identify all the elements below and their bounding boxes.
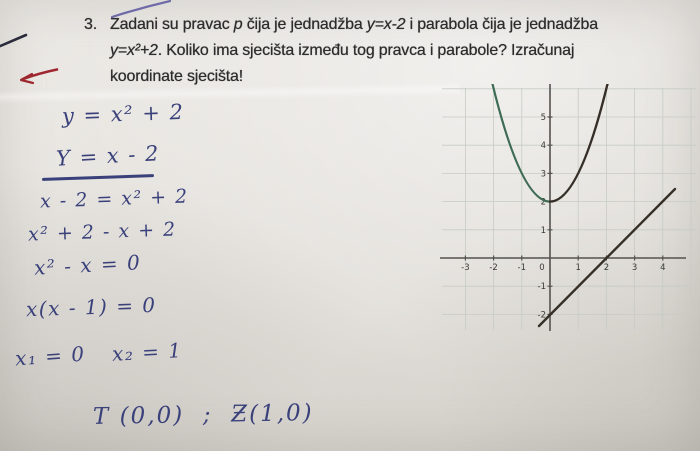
work-line-equate: x - 2 = x² + 2: [39, 185, 190, 213]
x-tick-label: -1: [517, 263, 527, 273]
work-line-quadratic: x² - x = 0: [33, 250, 142, 280]
problem-text-line: [110, 12, 598, 38]
work-line-root2: x₂ = 1: [111, 338, 184, 366]
x-tick-label: 2: [603, 263, 610, 273]
y-tick-label: 1: [540, 225, 546, 236]
y-tick-label: 4: [540, 141, 546, 152]
fraction-bar: [42, 174, 154, 180]
x-tick-label: 0: [539, 263, 545, 273]
graph-plot: [434, 84, 700, 336]
work-line-factored: x(x - 1) = 0: [25, 292, 157, 322]
grid-horizontal-lines: [442, 89, 696, 315]
problem-number: 3.: [84, 16, 97, 33]
work-line-root1: x₁ = 0: [14, 341, 87, 371]
problem-text-segment: y=x-2: [366, 16, 406, 33]
y-tick-label: 5: [540, 113, 546, 123]
problem-text-segment: y=x²+2: [110, 42, 158, 59]
y-tick-label: -1: [537, 282, 546, 293]
x-tick-label: 1: [575, 263, 581, 273]
y-tick-label: 3: [540, 169, 546, 180]
x-tick-label: -3: [461, 263, 470, 273]
x-tick-label: 4: [660, 263, 666, 273]
work-line-parabola-eq: y = x² + 2: [61, 99, 185, 129]
problem-statement: [84, 12, 676, 90]
problem-text-line: [110, 38, 598, 64]
problem-text: [110, 12, 598, 90]
problem-text-segment: koordinate sjecišta!: [110, 68, 243, 85]
answer-line: T (0,0) ; Ƶ(1,0): [92, 400, 314, 430]
problem-text-segment: . Koliko ima sjecišta između tog pravca i parabole? Izračunaj: [157, 42, 575, 59]
problem-text-segment: i parabola čija je jednadžba: [405, 16, 598, 33]
work-line-rearrange: x² + 2 - x + 2: [27, 218, 178, 246]
y-tick-label: 2: [540, 197, 546, 208]
problem-text-segment: p: [233, 16, 243, 33]
x-tick-label: -2: [489, 263, 498, 273]
work-line-line-eq: Y = x - 2: [55, 141, 161, 171]
problem-text-segment: čija je jednadžba: [242, 16, 367, 33]
graph: [434, 84, 700, 336]
grid-vertical-lines: [465, 88, 691, 330]
y-tick-label: -2: [537, 310, 546, 321]
problem-text-segment: Zadani su pravac: [110, 16, 234, 33]
x-tick-label: 3: [631, 263, 638, 273]
red-arrow-shaft: [23, 70, 57, 80]
red-arrow-head-icon: [21, 74, 33, 83]
parabola-curve-right: [550, 84, 608, 202]
pen-dash-mark: [0, 35, 26, 47]
